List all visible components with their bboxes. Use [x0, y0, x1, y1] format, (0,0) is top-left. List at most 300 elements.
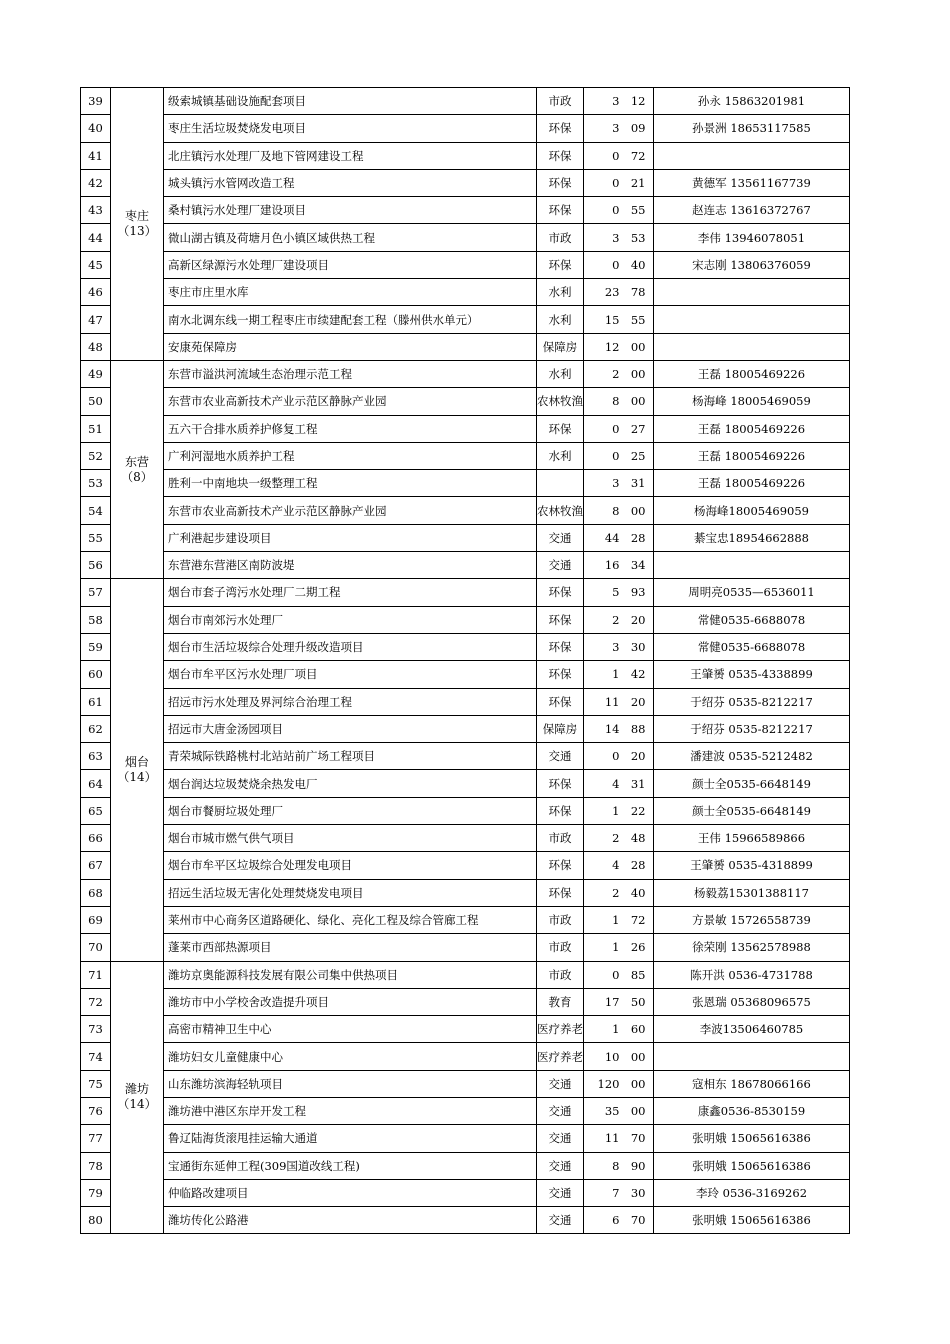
amount-decimal: 27 [630, 421, 646, 436]
amount-decimal: 00 [630, 339, 646, 354]
contact-info: 李伟 13946078051 [654, 224, 850, 251]
amount-integer: 4 [612, 776, 620, 791]
amount-integer: 23 [604, 285, 620, 300]
project-name: 五六干合排水质养护修复工程 [164, 415, 537, 442]
project-name: 青荣城际铁路桃村北站站前广场工程项目 [164, 743, 537, 770]
city-name: 枣庄 [124, 208, 149, 223]
contact-info: 宋志刚 13806376059 [654, 251, 850, 278]
project-category: 交通 [537, 1179, 584, 1206]
investment-amount [584, 852, 654, 879]
contact-info: 王肇赟 0535-4318899 [654, 852, 850, 879]
amount-decimal: 31 [630, 776, 646, 791]
contact-info: 张明娥 15065616386 [654, 1125, 850, 1152]
project-category: 水利 [537, 360, 584, 387]
investment-amount [584, 251, 654, 278]
investment-amount [584, 825, 654, 852]
amount-decimal: 00 [630, 367, 646, 382]
project-name: 东营市溢洪河流域生态治理示范工程 [164, 360, 537, 387]
contact-info [654, 552, 850, 579]
amount-decimal: 48 [630, 831, 646, 846]
amount-integer: 1 [612, 940, 620, 955]
contact-info: 王磊 18005469226 [654, 360, 850, 387]
project-category: 交通 [537, 1125, 584, 1152]
amount-integer: 2 [612, 885, 620, 900]
city-project-count: （14） [117, 769, 157, 784]
amount-decimal: 20 [630, 694, 646, 709]
row-number: 71 [81, 961, 111, 988]
project-name: 级索城镇基础设施配套项目 [164, 88, 537, 115]
table-row [81, 661, 850, 688]
project-category: 环保 [537, 251, 584, 278]
table-row [81, 934, 850, 961]
amount-integer: 11 [604, 1131, 620, 1146]
amount-integer: 0 [612, 967, 620, 982]
project-name: 桑村镇污水处理厂建设项目 [164, 197, 537, 224]
table-row [81, 743, 850, 770]
investment-amount [584, 470, 654, 497]
amount-integer: 1 [612, 913, 620, 928]
table-row [81, 797, 850, 824]
row-number: 45 [81, 251, 111, 278]
row-number: 51 [81, 415, 111, 442]
amount-decimal: 70 [630, 1213, 646, 1228]
project-category: 环保 [537, 797, 584, 824]
project-name: 烟台市餐厨垃圾处理厂 [164, 797, 537, 824]
amount-integer: 44 [604, 530, 620, 545]
row-number: 77 [81, 1125, 111, 1152]
amount-integer: 12 [604, 339, 620, 354]
project-category: 交通 [537, 552, 584, 579]
investment-amount [584, 934, 654, 961]
table-row [81, 906, 850, 933]
project-name: 潍坊妇女儿童健康中心 [164, 1043, 537, 1070]
project-category: 交通 [537, 524, 584, 551]
amount-decimal: 30 [630, 1186, 646, 1201]
row-number: 59 [81, 633, 111, 660]
amount-decimal: 20 [630, 612, 646, 627]
row-number: 42 [81, 169, 111, 196]
row-number: 48 [81, 333, 111, 360]
amount-decimal: 85 [630, 967, 646, 982]
amount-decimal: 00 [630, 503, 646, 518]
contact-info: 寇相东 18678066166 [654, 1070, 850, 1097]
project-name: 广利港起步建设项目 [164, 524, 537, 551]
amount-integer: 0 [612, 148, 620, 163]
amount-decimal: 40 [630, 257, 646, 272]
amount-decimal: 22 [630, 803, 646, 818]
contact-info: 李玲 0536-3169262 [654, 1179, 850, 1206]
contact-info: 王肇赟 0535-4338899 [654, 661, 850, 688]
row-number: 70 [81, 934, 111, 961]
table-row [81, 552, 850, 579]
table-row [81, 88, 850, 115]
project-category: 交通 [537, 1207, 584, 1234]
table-row [81, 197, 850, 224]
project-name: 东营市农业高新技术产业示范区静脉产业园 [164, 388, 537, 415]
project-name: 南水北调东线一期工程枣庄市续建配套工程（滕州供水单元） [164, 306, 537, 333]
investment-amount [584, 1016, 654, 1043]
amount-decimal: 26 [630, 940, 646, 955]
table-row [81, 224, 850, 251]
investment-amount [584, 524, 654, 551]
city-name: 东营 [124, 454, 149, 469]
row-number: 65 [81, 797, 111, 824]
contact-info: 潘建波 0535-5212482 [654, 743, 850, 770]
project-category: 环保 [537, 879, 584, 906]
table-row [81, 1070, 850, 1097]
investment-amount [584, 360, 654, 387]
city-cell [111, 360, 164, 578]
project-category: 市政 [537, 825, 584, 852]
investment-amount [584, 1179, 654, 1206]
project-name: 潍坊港中港区东岸开发工程 [164, 1097, 537, 1124]
row-number: 46 [81, 279, 111, 306]
contact-info [654, 333, 850, 360]
investment-amount [584, 552, 654, 579]
city-cell [111, 961, 164, 1234]
project-name: 高新区绿源污水处理厂建设项目 [164, 251, 537, 278]
amount-decimal: 53 [630, 230, 646, 245]
row-number: 49 [81, 360, 111, 387]
investment-amount [584, 1125, 654, 1152]
project-category: 交通 [537, 743, 584, 770]
table-row [81, 825, 850, 852]
amount-integer: 8 [612, 394, 620, 409]
investment-amount [584, 1043, 654, 1070]
table-row [81, 1207, 850, 1234]
investment-amount [584, 1207, 654, 1234]
contact-info: 于绍芬 0535-8212217 [654, 688, 850, 715]
project-category: 环保 [537, 770, 584, 797]
amount-integer: 17 [604, 994, 620, 1009]
investment-amount [584, 142, 654, 169]
project-name: 烟台润达垃圾焚烧余热发电厂 [164, 770, 537, 797]
amount-integer: 1 [612, 667, 620, 682]
project-name: 烟台市牟平区垃圾综合处理发电项目 [164, 852, 537, 879]
table-row [81, 442, 850, 469]
project-category: 市政 [537, 934, 584, 961]
project-name: 高密市精神卫生中心 [164, 1016, 537, 1043]
amount-integer: 1 [612, 1022, 620, 1037]
contact-info: 康鑫0536-8530159 [654, 1097, 850, 1124]
amount-integer: 0 [612, 421, 620, 436]
project-name: 烟台市牟平区污水处理厂项目 [164, 661, 537, 688]
contact-info: 张明娥 15065616386 [654, 1152, 850, 1179]
project-category: 市政 [537, 961, 584, 988]
amount-decimal: 21 [630, 176, 646, 191]
investment-amount [584, 115, 654, 142]
amount-integer: 0 [612, 176, 620, 191]
project-name: 枣庄市庄里水库 [164, 279, 537, 306]
investment-amount [584, 906, 654, 933]
amount-decimal: 00 [630, 394, 646, 409]
project-category: 环保 [537, 115, 584, 142]
row-number: 58 [81, 606, 111, 633]
table-row [81, 1179, 850, 1206]
table-row [81, 688, 850, 715]
city-name: 潍坊 [124, 1082, 149, 1097]
row-number: 80 [81, 1207, 111, 1234]
row-number: 55 [81, 524, 111, 551]
row-number: 52 [81, 442, 111, 469]
project-name: 潍坊传化公路港 [164, 1207, 537, 1234]
table-row [81, 360, 850, 387]
investment-amount [584, 442, 654, 469]
amount-decimal: 00 [630, 1104, 646, 1119]
project-name: 安康苑保障房 [164, 333, 537, 360]
contact-info: 王磊 18005469226 [654, 442, 850, 469]
project-name: 烟台市南郊污水处理厂 [164, 606, 537, 633]
project-category: 水利 [537, 306, 584, 333]
contact-info: 杨海峰 18005469059 [654, 388, 850, 415]
investment-amount [584, 879, 654, 906]
contact-info: 方景敏 15726558739 [654, 906, 850, 933]
investment-amount [584, 197, 654, 224]
row-number: 74 [81, 1043, 111, 1070]
amount-integer: 0 [612, 203, 620, 218]
project-name: 胜利一中南地块一级整理工程 [164, 470, 537, 497]
row-number: 79 [81, 1179, 111, 1206]
contact-info: 王磊 18005469226 [654, 415, 850, 442]
project-category: 环保 [537, 415, 584, 442]
city-project-count: （13） [117, 223, 157, 238]
project-name: 烟台市套子湾污水处理厂二期工程 [164, 579, 537, 606]
project-category [537, 470, 584, 497]
project-name: 东营市农业高新技术产业示范区静脉产业园 [164, 497, 537, 524]
project-category: 交通 [537, 1152, 584, 1179]
amount-integer: 10 [604, 1049, 620, 1064]
project-category: 环保 [537, 661, 584, 688]
project-category: 保障房 [537, 333, 584, 360]
amount-integer: 1 [612, 803, 620, 818]
amount-integer: 3 [612, 94, 620, 109]
city-project-count: （14） [117, 1097, 157, 1112]
row-number: 44 [81, 224, 111, 251]
amount-decimal: 28 [630, 530, 646, 545]
investment-amount [584, 169, 654, 196]
contact-info [654, 306, 850, 333]
city-cell [111, 88, 164, 361]
amount-integer: 35 [604, 1104, 620, 1119]
city-cell [111, 579, 164, 961]
investment-amount [584, 606, 654, 633]
amount-integer: 120 [597, 1076, 620, 1091]
investment-amount [584, 224, 654, 251]
project-name: 广利河湿地水质养护工程 [164, 442, 537, 469]
contact-info: 张明娥 15065616386 [654, 1207, 850, 1234]
row-number: 53 [81, 470, 111, 497]
amount-decimal: 31 [630, 476, 646, 491]
amount-integer: 5 [612, 585, 620, 600]
table-row [81, 715, 850, 742]
project-category: 保障房 [537, 715, 584, 742]
row-number: 56 [81, 552, 111, 579]
contact-info: 孙景洲 18653117585 [654, 115, 850, 142]
project-category: 环保 [537, 633, 584, 660]
table-row [81, 251, 850, 278]
project-name: 北庄镇污水处理厂及地下管网建设工程 [164, 142, 537, 169]
amount-decimal: 55 [630, 203, 646, 218]
amount-integer: 0 [612, 449, 620, 463]
table-row [81, 606, 850, 633]
table-row [81, 524, 850, 551]
amount-integer: 8 [612, 503, 620, 518]
investment-amount [584, 306, 654, 333]
row-number: 66 [81, 825, 111, 852]
table-row [81, 142, 850, 169]
amount-decimal: 90 [630, 1158, 646, 1173]
amount-decimal: 50 [630, 994, 646, 1009]
project-name: 山东潍坊滨海轻轨项目 [164, 1070, 537, 1097]
row-number: 67 [81, 852, 111, 879]
amount-integer: 16 [604, 558, 620, 573]
table-row [81, 388, 850, 415]
contact-info: 杨毅荔15301388117 [654, 879, 850, 906]
table-row [81, 961, 850, 988]
project-table [80, 87, 850, 1234]
row-number: 63 [81, 743, 111, 770]
investment-amount [584, 661, 654, 688]
row-number: 64 [81, 770, 111, 797]
table-row [81, 415, 850, 442]
amount-decimal: 00 [630, 1049, 646, 1064]
table-row [81, 1097, 850, 1124]
table-row [81, 306, 850, 333]
contact-info: 于绍芬 0535-8212217 [654, 715, 850, 742]
amount-decimal: 70 [630, 1131, 646, 1146]
amount-integer: 2 [612, 612, 620, 627]
investment-amount [584, 1097, 654, 1124]
project-name: 仲临路改建项目 [164, 1179, 537, 1206]
amount-decimal: 72 [630, 913, 646, 928]
city-project-count: （8） [121, 469, 153, 484]
amount-integer: 3 [612, 230, 620, 245]
project-category: 交通 [537, 1070, 584, 1097]
table-row [81, 633, 850, 660]
project-name: 鲁辽陆海货滚甩挂运输大通道 [164, 1125, 537, 1152]
contact-info: 黄德军 13561167739 [654, 169, 850, 196]
project-name: 微山湖古镇及荷塘月色小镇区域供热工程 [164, 224, 537, 251]
row-number: 47 [81, 306, 111, 333]
amount-integer: 8 [612, 1158, 620, 1173]
table-row [81, 333, 850, 360]
amount-decimal: 25 [630, 449, 646, 463]
contact-info: 常健0535-6688078 [654, 606, 850, 633]
project-name: 烟台市生活垃圾综合处理升级改造项目 [164, 633, 537, 660]
contact-info [654, 142, 850, 169]
amount-integer: 2 [612, 831, 620, 846]
project-category: 农林牧渔 [537, 388, 584, 415]
amount-decimal: 40 [630, 885, 646, 900]
project-category: 市政 [537, 906, 584, 933]
investment-amount [584, 961, 654, 988]
amount-decimal: 93 [630, 585, 646, 600]
project-category: 医疗养老 [537, 1016, 584, 1043]
table-row [81, 169, 850, 196]
table-row [81, 279, 850, 306]
table-row [81, 770, 850, 797]
investment-amount [584, 1070, 654, 1097]
project-category: 交通 [537, 1097, 584, 1124]
row-number: 43 [81, 197, 111, 224]
amount-integer: 15 [604, 312, 620, 327]
project-category: 环保 [537, 169, 584, 196]
investment-amount [584, 743, 654, 770]
project-category: 教育 [537, 988, 584, 1015]
amount-integer: 4 [612, 858, 620, 873]
contact-info: 颜士全0535-6648149 [654, 797, 850, 824]
amount-integer: 3 [612, 640, 620, 655]
row-number: 72 [81, 988, 111, 1015]
project-category: 水利 [537, 442, 584, 469]
row-number: 73 [81, 1016, 111, 1043]
table-row [81, 852, 850, 879]
contact-info: 张恩瑞 05368096575 [654, 988, 850, 1015]
contact-info [654, 1043, 850, 1070]
investment-amount [584, 797, 654, 824]
row-number: 75 [81, 1070, 111, 1097]
investment-amount [584, 688, 654, 715]
amount-integer: 3 [612, 476, 620, 491]
row-number: 57 [81, 579, 111, 606]
project-name: 宝通街东延伸工程(309国道改线工程) [164, 1152, 537, 1179]
contact-info: 赵连志 13616372767 [654, 197, 850, 224]
row-number: 78 [81, 1152, 111, 1179]
contact-info: 王伟 15966589866 [654, 825, 850, 852]
amount-decimal: 30 [630, 640, 646, 655]
amount-decimal: 42 [630, 667, 646, 682]
amount-decimal: 34 [630, 558, 646, 573]
table-row [81, 115, 850, 142]
amount-decimal: 12 [630, 94, 646, 109]
amount-integer: 2 [612, 367, 620, 382]
project-category: 环保 [537, 606, 584, 633]
investment-amount [584, 88, 654, 115]
project-category: 农林牧渔 [537, 497, 584, 524]
project-name: 枣庄生活垃圾焚烧发电项目 [164, 115, 537, 142]
row-number: 60 [81, 661, 111, 688]
contact-info: 杨海峰18005469059 [654, 497, 850, 524]
amount-decimal: 09 [630, 121, 646, 136]
row-number: 68 [81, 879, 111, 906]
investment-amount [584, 988, 654, 1015]
amount-integer: 0 [612, 749, 620, 764]
contact-info: 颜士全0535-6648149 [654, 770, 850, 797]
row-number: 76 [81, 1097, 111, 1124]
amount-integer: 7 [612, 1186, 620, 1201]
project-category: 环保 [537, 688, 584, 715]
amount-integer: 0 [612, 257, 620, 272]
row-number: 69 [81, 906, 111, 933]
amount-decimal: 72 [630, 148, 646, 163]
project-category: 环保 [537, 142, 584, 169]
amount-decimal: 78 [630, 285, 646, 300]
amount-decimal: 55 [630, 312, 646, 327]
project-category: 水利 [537, 279, 584, 306]
investment-amount [584, 715, 654, 742]
investment-amount [584, 1152, 654, 1179]
project-name: 招远市大唐金汤园项目 [164, 715, 537, 742]
investment-amount [584, 415, 654, 442]
table-row [81, 879, 850, 906]
row-number: 40 [81, 115, 111, 142]
project-category: 市政 [537, 88, 584, 115]
project-name: 潍坊京奥能源科技发展有限公司集中供热项目 [164, 961, 537, 988]
project-category: 市政 [537, 224, 584, 251]
investment-amount [584, 497, 654, 524]
project-name: 莱州市中心商务区道路硬化、绿化、亮化工程及综合管廊工程 [164, 906, 537, 933]
project-category: 医疗养老 [537, 1043, 584, 1070]
